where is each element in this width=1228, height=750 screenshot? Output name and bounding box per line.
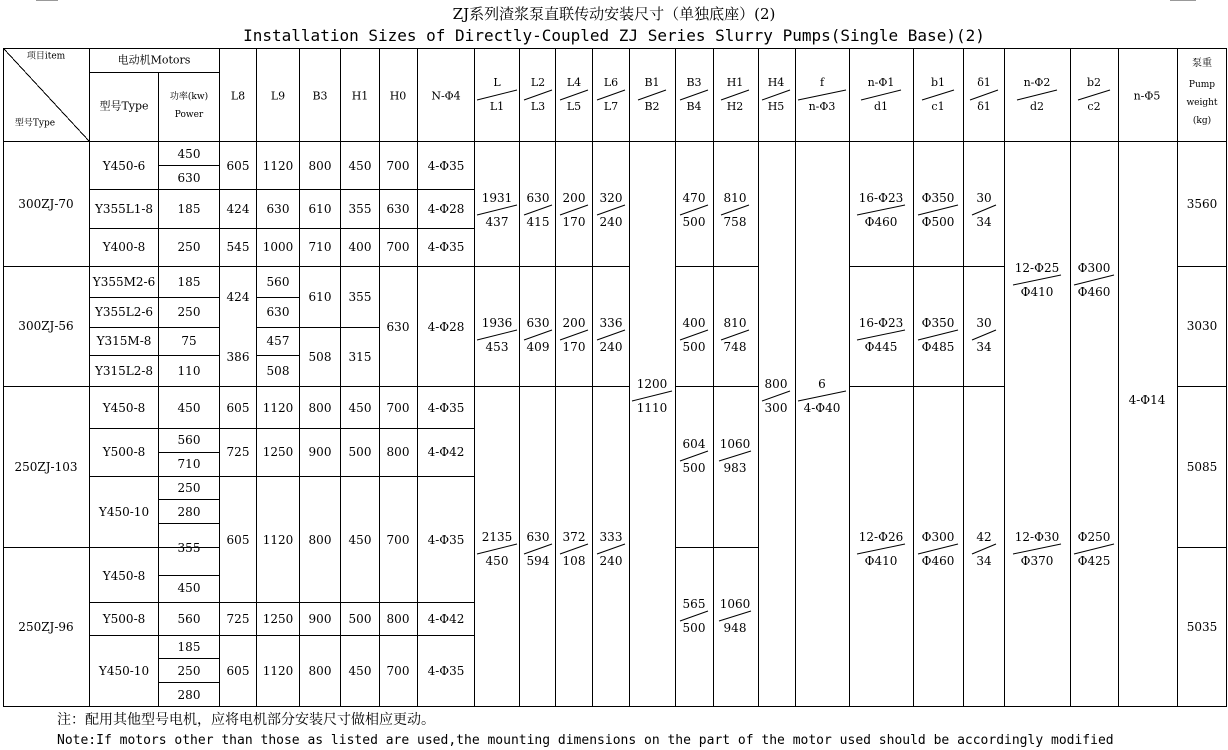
motor-type: Y400-8: [102, 240, 146, 254]
motor-type: Y355L2-6: [94, 305, 154, 319]
fraction-cell-b3-b4: 400 500: [664, 315, 724, 355]
h0-value: 700: [386, 240, 410, 254]
h0-value: 700: [386, 401, 410, 415]
fraction-cell-b3-b4: 470 500: [664, 190, 724, 230]
l9-value: 508: [266, 364, 290, 378]
pump-weight: 5035: [1186, 620, 1218, 634]
fraction-cell-f-n-phi3: 6 4-Φ40: [792, 376, 852, 416]
motor-type: Y450-8: [102, 569, 146, 583]
l9-value: 1250: [262, 445, 294, 459]
b3-value: 710: [308, 240, 332, 254]
motor-type: Y500-8: [102, 612, 146, 626]
l9-value: 630: [266, 305, 290, 319]
motor-power: 250: [177, 240, 201, 254]
fraction-cell-h1-h2: 1060 948: [719, 597, 751, 635]
h1-value: 400: [348, 240, 372, 254]
fraction-cell-delta1: 30 34: [954, 190, 1014, 230]
motor-power: 450: [177, 147, 201, 161]
header-power: 功率(kw) Power: [169, 91, 209, 120]
header-n-phi2-d2: n-Φ2 d2: [1007, 75, 1067, 115]
h0-value: 800: [386, 445, 410, 459]
b3-value: 800: [308, 664, 332, 678]
n-phi4-value: 4-Φ35: [427, 240, 465, 254]
note-chinese: 注：配用其他型号电机，应将电机部分安装尺寸做相应更动。: [57, 712, 435, 728]
header-b1-b2: B1 B2: [622, 75, 682, 115]
n-phi5-value: 4-Φ14: [1128, 393, 1166, 407]
l9-value: 1000: [262, 240, 294, 254]
motor-power: 110: [177, 364, 201, 378]
fraction-cell-delta1: 42 34: [954, 529, 1014, 569]
fraction-cell-l2-l3: 630 594: [508, 529, 568, 569]
header-pump-weight: 泵重 Pump weight (kg): [1186, 58, 1218, 126]
motor-type: Y355M2-6: [92, 275, 156, 289]
fraction-cell-l2-l3: 630 415: [508, 190, 568, 230]
h0-value: 700: [386, 533, 410, 547]
n-phi4-value: 4-Φ35: [427, 159, 465, 173]
l9-value: 1120: [262, 159, 294, 173]
motor-type: Y315L2-8: [94, 364, 154, 378]
l9-value: 457: [266, 334, 290, 348]
motor-power: 185: [177, 202, 201, 216]
fraction-cell-b1-c1: Φ350 Φ485: [908, 315, 968, 355]
fraction-cell-n-phi2-d2: 12-Φ25 Φ410: [1014, 261, 1060, 299]
fraction-cell-b2-c2: Φ250 Φ425: [1064, 529, 1124, 569]
motor-type: Y450-10: [98, 664, 150, 678]
motor-power: 250: [177, 305, 201, 319]
pump-weight: 3030: [1186, 319, 1218, 333]
motor-power: 560: [177, 433, 201, 447]
l9-value: 1120: [262, 533, 294, 547]
fraction-cell-b2-c2: Φ300 Φ460: [1064, 260, 1124, 300]
motor-power: 280: [177, 688, 201, 702]
header-l4-l5: L4 L5: [544, 75, 604, 115]
fraction-cell-l2-l3: 630 409: [508, 315, 568, 355]
l8-value: 424: [226, 290, 250, 304]
header-h0: H0: [389, 89, 407, 103]
fraction-cell-h1-h2: 1060 983: [719, 437, 751, 475]
fraction-cell-l6-l7: 320 240: [581, 190, 641, 230]
h1-value: 355: [348, 290, 372, 304]
pump-type: 300ZJ-56: [18, 319, 74, 333]
header-n-phi4: N-Φ4: [431, 89, 461, 103]
l9-value: 1120: [262, 401, 294, 415]
motor-power: 75: [181, 334, 197, 348]
n-phi4-value: 4-Φ28: [427, 202, 465, 216]
header-l6-l7: L6 L7: [581, 75, 641, 115]
header-delta1: δ1 δ1: [954, 75, 1014, 115]
motor-power: 185: [177, 275, 201, 289]
fraction-cell-b1-b2: 1200 1110: [622, 376, 682, 416]
fraction-cell-l4-l5: 200 170: [544, 190, 604, 230]
header-n-phi5: n-Φ5: [1133, 89, 1161, 103]
h0-value: 630: [386, 320, 410, 334]
l9-value: 1250: [262, 612, 294, 626]
motor-power: 280: [177, 505, 201, 519]
header-b1-c1: b1 c1: [908, 75, 968, 115]
motor-power: 450: [177, 401, 201, 415]
b3-value: 610: [308, 290, 332, 304]
header-n-phi1-d1: n-Φ1 d1: [851, 75, 911, 115]
fraction-cell-n-phi2-d2: 12-Φ30 Φ370: [1014, 530, 1060, 568]
fraction-cell-l6-l7: 336 240: [581, 315, 641, 355]
l8-value: 725: [226, 612, 250, 626]
header-h1-h2: H1 H2: [705, 75, 765, 115]
header-h1: H1: [351, 89, 369, 103]
l9-value: 1120: [262, 664, 294, 678]
fraction-cell-h4-h5: 800 300: [746, 376, 806, 416]
n-phi4-value: 4-Φ42: [427, 445, 465, 459]
h1-value: 450: [348, 664, 372, 678]
fraction-cell-n-phi1-d1: 16-Φ23 Φ445: [858, 316, 904, 354]
h0-value: 800: [386, 612, 410, 626]
l8-value: 605: [226, 159, 250, 173]
fraction-cell-b1-c1: Φ300 Φ460: [908, 529, 968, 569]
l8-value: 605: [226, 533, 250, 547]
title-chinese: ZJ系列渣浆泵直联传动安装尺寸（单独底座）(2): [452, 5, 776, 23]
h1-value: 450: [348, 159, 372, 173]
fraction-cell-h1-h2: 810 748: [705, 315, 765, 355]
h1-value: 355: [348, 202, 372, 216]
motor-power: 355: [177, 541, 201, 555]
pump-type: 300ZJ-70: [18, 197, 74, 211]
header-b3: B3: [312, 89, 328, 103]
b3-value: 800: [308, 533, 332, 547]
b3-value: 800: [308, 159, 332, 173]
pump-weight: 3560: [1186, 197, 1218, 211]
h1-value: 500: [348, 612, 372, 626]
fraction-cell-l-l1: 2135 450: [467, 529, 527, 569]
fraction-cell-l-l1: 1931 437: [467, 190, 527, 230]
l8-value: 605: [226, 664, 250, 678]
h0-value: 700: [386, 159, 410, 173]
motor-power: 450: [177, 581, 201, 595]
header-type: 型号Type: [14, 118, 56, 129]
h0-value: 630: [386, 202, 410, 216]
motor-type: Y450-10: [98, 505, 150, 519]
header-l2-l3: L2 L3: [508, 75, 568, 115]
b3-value: 508: [308, 350, 332, 364]
header-b3-b4: B3 B4: [664, 75, 724, 115]
motor-power: 250: [177, 481, 201, 495]
header-f-n-phi3: f n-Φ3: [792, 75, 852, 115]
motor-type: Y450-6: [102, 159, 146, 173]
l8-value: 386: [226, 350, 250, 364]
l8-value: 605: [226, 401, 250, 415]
header-b2-c2: b2 c2: [1064, 75, 1124, 115]
h1-value: 315: [348, 350, 372, 364]
pump-type: 250ZJ-103: [14, 460, 78, 474]
header-motors: 电动机Motors: [117, 53, 191, 67]
fraction-cell-l6-l7: 333 240: [581, 529, 641, 569]
l8-value: 545: [226, 240, 250, 254]
header-l8: L8: [230, 89, 246, 103]
n-phi4-value: 4-Φ42: [427, 612, 465, 626]
pump-type: 250ZJ-96: [18, 620, 74, 634]
h1-value: 500: [348, 445, 372, 459]
l8-value: 725: [226, 445, 250, 459]
fraction-cell-l4-l5: 200 170: [544, 315, 604, 355]
n-phi4-value: 4-Φ35: [427, 664, 465, 678]
b3-value: 900: [308, 612, 332, 626]
header-item: 项目item: [26, 51, 66, 62]
motor-power: 560: [177, 612, 201, 626]
header-h4-h5: H4 H5: [746, 75, 806, 115]
header-motor-type: 型号Type: [99, 99, 149, 113]
n-phi4-value: 4-Φ35: [427, 401, 465, 415]
l9-value: 560: [266, 275, 290, 289]
fraction-cell-n-phi1-d1: 12-Φ26 Φ410: [858, 530, 904, 568]
h0-value: 700: [386, 664, 410, 678]
b3-value: 900: [308, 445, 332, 459]
motor-power: 710: [177, 457, 201, 471]
motor-type: Y450-8: [102, 401, 146, 415]
fraction-cell-b1-c1: Φ350 Φ500: [908, 190, 968, 230]
motor-type: Y315M-8: [96, 334, 152, 348]
h1-value: 450: [348, 401, 372, 415]
fraction-cell-h1-h2: 810 758: [705, 190, 765, 230]
header-l9: L9: [270, 89, 286, 103]
l8-value: 424: [226, 202, 250, 216]
note-english: Note:If motors other than those as listed are used,the mounting dimensions on the part of the motor used should be accordingly modified: [57, 733, 1114, 748]
motor-power: 250: [177, 664, 201, 678]
title-english: Installation Sizes of Directly-Coupled ZJ Series Slurry Pumps(Single Base)(2): [243, 26, 985, 45]
pump-weight: 5085: [1186, 460, 1218, 474]
h1-value: 450: [348, 533, 372, 547]
fraction-cell-n-phi1-d1: 16-Φ23 Φ460: [858, 191, 904, 229]
n-phi4-value: 4-Φ35: [427, 533, 465, 547]
b3-value: 610: [308, 202, 332, 216]
fraction-cell-delta1: 30 34: [954, 315, 1014, 355]
motor-power: 630: [177, 171, 201, 185]
n-phi4-value: 4-Φ28: [427, 320, 465, 334]
motor-type: Y355L1-8: [94, 202, 154, 216]
fraction-cell-l-l1: 1936 453: [467, 315, 527, 355]
fraction-cell-l4-l5: 372 108: [544, 529, 604, 569]
fraction-cell-b3-b4: 604 500: [664, 436, 724, 476]
header-l-l1: L L1: [467, 75, 527, 115]
motor-power: 185: [177, 640, 201, 654]
l9-value: 630: [266, 202, 290, 216]
fraction-cell-b3-b4: 565 500: [664, 596, 724, 636]
motor-type: Y500-8: [102, 445, 146, 459]
b3-value: 800: [308, 401, 332, 415]
